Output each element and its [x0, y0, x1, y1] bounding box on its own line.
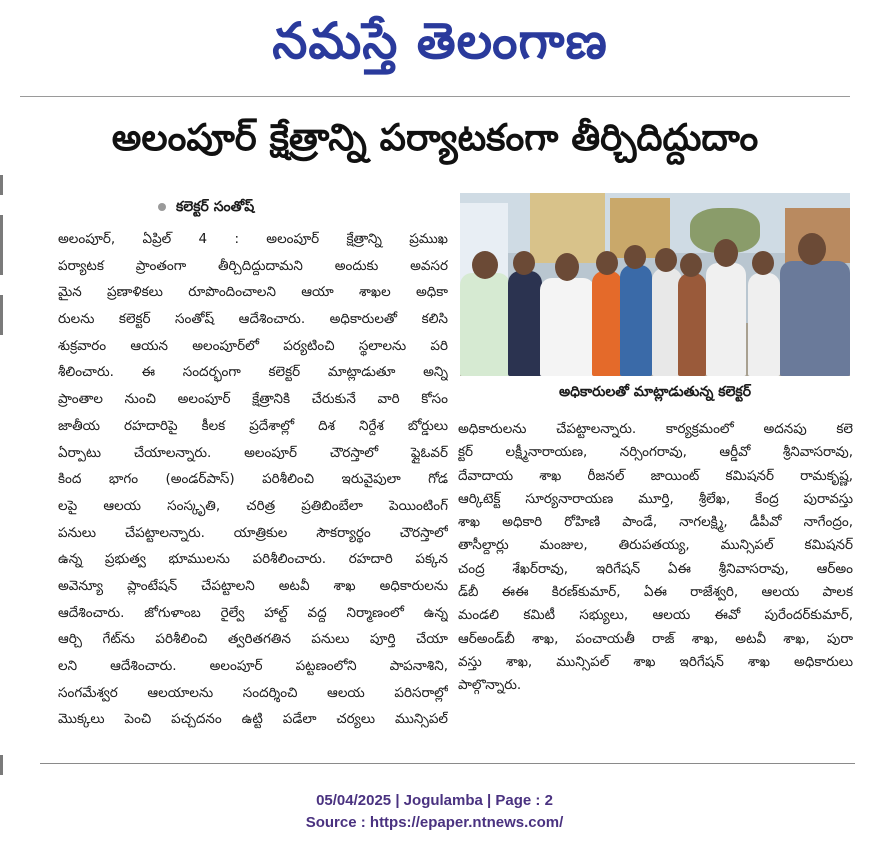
body-line: ఏర్పాటు చేయాలన్నారు. అలంపూర్ చౌరస్తాలో ఫ్లైఓవర్: [58, 444, 448, 461]
footer-meta: 05/04/2025 | Jogulamba | Page : 2: [316, 792, 553, 809]
body-line: మండలి కమిటీ సభ్యులు, ఆలయ ఈవో పురేందర్‌కుమార్,: [458, 607, 853, 624]
bullet-dot: [158, 203, 166, 211]
byline: [158, 195, 254, 219]
article-column-left: [58, 226, 448, 766]
body-line: క్టర్ లక్ష్మీనారాయణ, నర్సింగరావు, ఆర్డీవో శ్రీనివాసరావు,: [458, 444, 853, 461]
body-line: డ్‌బీ ఈఈ కిరణ్‌కుమార్, ఏఈ రాజేశ్వరి, ఆలయ పాలక: [458, 584, 853, 601]
body-line: ప్రాంతాల నుంచి అలంపూర్ క్షేత్రానికి చేరుకునే వారి కోసం: [58, 391, 448, 408]
body-line: ఉన్న ప్రభుత్వ భూములను పరిశీలించారు. రహదారి పక్కన: [58, 551, 448, 568]
body-line: తాసీల్దార్లు మంజుల, తిరుపతయ్య, మున్సిపల్ కమిషనర్: [458, 537, 853, 554]
body-line: అవెన్యూ ప్లాంటేషన్ చేపట్టాలని అటవీ శాఖ అధికారులను: [58, 577, 448, 594]
footer: [0, 790, 869, 834]
body-line: శీలించారు. ఈ సందర్భంగా కలెక్టర్ మాట్లాడుతూ అన్ని: [58, 364, 448, 381]
headline: అలంపూర్ క్షేత్రాన్ని పర్యాటకంగా తీర్చిదిద్దుదాం: [111, 116, 759, 159]
body-line: అలంపూర్, ఏప్రిల్ 4 : అలంపూర్ క్షేత్రాన్ని ప్రముఖ: [58, 231, 448, 247]
body-line: జాతీయ రహదారిపై కీలక ప్రదేశాల్లో దిశ నిర్దేశ బోర్డులు: [58, 417, 448, 434]
body-line: మైన ప్రణాళికలు రూపొందించాలని ఆయా శాఖల అధికా: [58, 284, 448, 301]
body-line: పనులు చేపట్టాలన్నారు. యాత్రికుల సౌకర్యార్థం చౌరస్తాలో: [58, 524, 448, 541]
footer-source-link[interactable]: Source : https://epaper.ntnews.com/: [305, 814, 564, 831]
news-photo: [460, 193, 850, 376]
photo-caption: అధికారులతో మాట్లాడుతున్న కలెక్టర్: [460, 376, 850, 408]
body-line: పర్యాటక ప్రాంతంగా తీర్చిదిద్దుదామని అందుకు అవసర: [58, 257, 448, 274]
top-divider: [20, 96, 850, 97]
body-line: పాల్గొన్నారు.: [458, 677, 522, 694]
bottom-divider: [40, 763, 855, 764]
body-line: సంగమేశ్వర ఆలయాలను సందర్శించి ఆలయ పరిసరాల్లో: [58, 684, 448, 701]
byline-text: కలెక్టర్ సంతోష్: [176, 199, 255, 215]
article-column-right: [458, 418, 853, 748]
body-line: శాఖ అధికారి రోహిణి పాండే, నాగలక్ష్మి, డీపీవో నాగేంద్రం,: [458, 514, 853, 531]
body-line: ఆర్అండ్‌బీ శాఖ, పంచాయతీ రాజ్ శాఖ, అటవీ శాఖ, పురా: [458, 630, 853, 647]
body-line: దేవాదాయ శాఖ రీజనల్ జాయింట్ కమిషనర్ రామకృష్ణ,: [458, 467, 853, 484]
body-line: చంద్ర శేఖర్‌రావు, ఇరిగేషన్ ఏఈ శ్రీనివాసరావు, ఆర్అం: [458, 560, 853, 577]
body-line: శుక్రవారం ఆయన అలంపూర్‌లో పర్యటించి స్థలాలను పరి: [58, 337, 448, 354]
body-line: రులను కలెక్టర్ సంతోష్ ఆదేశించారు. అధికారులతో కలిసి: [58, 311, 448, 328]
masthead-logo: నమస్తే తెలంగాణ: [272, 12, 608, 70]
left-edge-marks: [0, 175, 3, 775]
body-line: లపై ఆలయ సంస్కృతి, చరిత్ర ప్రతిబింబేలా పెయింటింగ్: [58, 497, 448, 514]
body-line: లని ఆదేశించారు. అలంపూర్ పట్టణంలోని పాపనాశిని,: [58, 658, 448, 674]
body-line: ఆదేశించారు. జోగుళాంబ రైల్వే హాల్ట్ వద్ద నిర్మాణంలో ఉన్న: [58, 604, 448, 621]
body-line: అధికారులను చేపట్టాలన్నారు. కార్యక్రమంలో అదనపు కలె: [458, 421, 853, 437]
body-line: ఆర్కిటెక్ట్ సూర్యనారాయణ మూర్తి, శ్రీలేఖ, కేంద్ర పురావస్తు: [458, 490, 853, 507]
body-line: ఆర్చి గేట్‌ను పరిశీలించి త్వరితగతిన పనులు పూర్తి చేయా: [58, 631, 448, 648]
body-line: వస్తు శాఖ, మున్సిపల్ శాఖ ఇరిగేషన్ శాఖ అధికారులు: [458, 653, 853, 670]
body-line: కింద భాగం (అండర్‌పాస్) పరిశీలించి ఇరువైపులా గోడ: [58, 471, 448, 488]
body-line: మొక్కలు పెంచి పచ్చదనం ఉట్టి పడేలా చర్యలు మున్సిపల్: [58, 711, 448, 728]
